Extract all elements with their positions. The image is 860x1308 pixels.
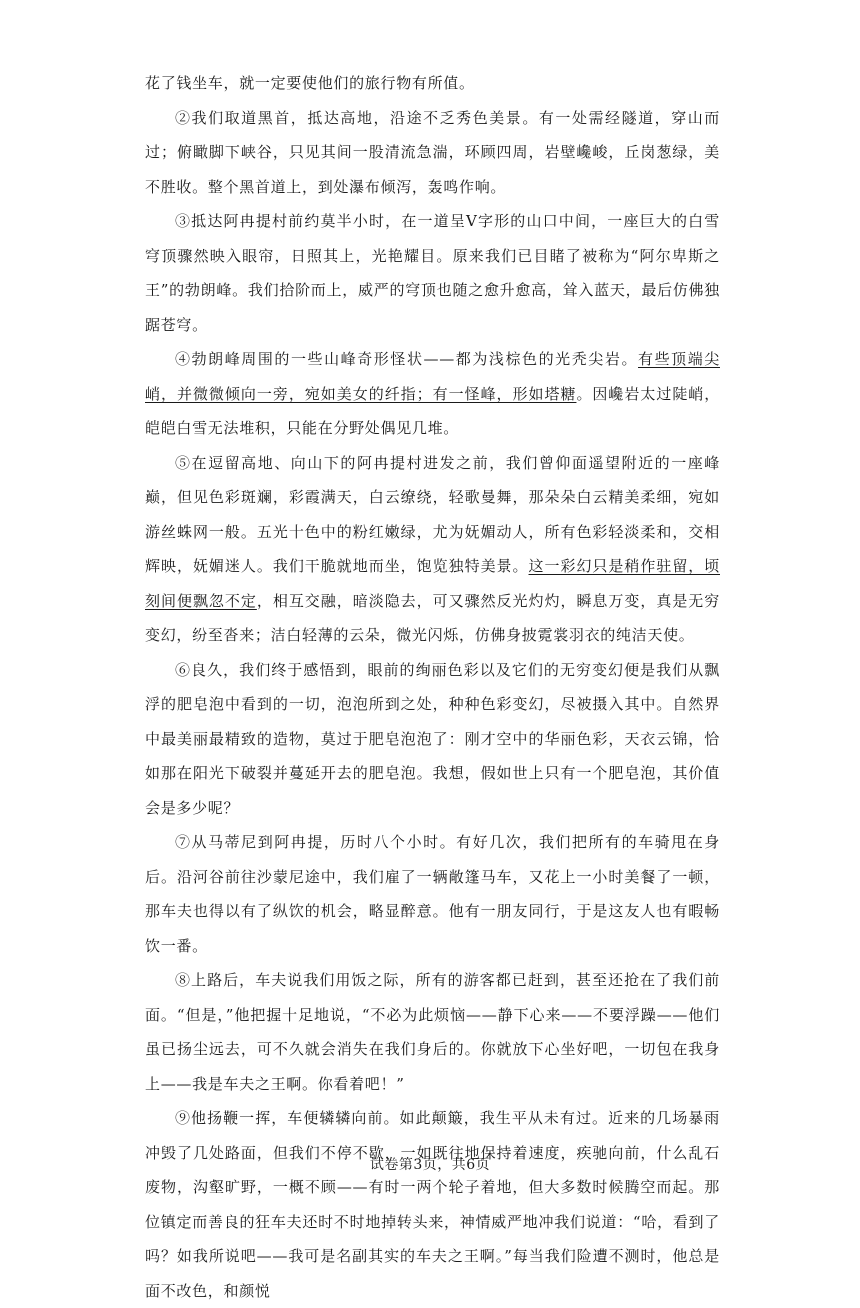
paragraph-p2 [145, 101, 720, 205]
paragraph-p5 [145, 446, 720, 653]
text-segment: ⑦从马蒂尼到阿冉提，历时八个小时。有好几次，我们把所有的车骑甩在身后。沿河谷前往沙蒙尼途中，我们雇了一辆敞篷马车，又花上一小时美餐了一顿，那车夫也得以有了纵饮的机会，略显醉意。他有一朋友同行，于是这友人也有暇畅饮一番。 [145, 833, 720, 955]
text-segment: ⑤在逗留高地、向山下的阿冉提村进发之前，我们曾仰面遥望附近的一座峰巅，但见色彩斑斓，彩霞满天，白云缭绕，轻歌曼舞，那朵朵白云精美柔细，宛如游丝蛛网一般。五光十色中的粉红嫩绿，尤为妩媚动人，所有色彩轻淡柔和，交相辉映，妩媚迷人。我们干脆就地而坐，饱览独特美景。 [145, 453, 720, 575]
paragraph-p0 [145, 66, 720, 101]
text-segment: 花了钱坐车，就一定要使他们的旅行物有所值。 [145, 74, 475, 92]
paragraph-p3 [145, 204, 720, 342]
text-segment: ，相互交融，暗淡隐去，可又骤然反光灼灼，瞬息万变，真是无穷变幻，纷至沓来；洁白轻薄的云朵，微光闪烁，仿佛身披霓裳羽衣的纯洁天使。 [145, 591, 720, 644]
paragraph-p9 [145, 1101, 720, 1308]
text-segment: ⑨他扬鞭一挥，车便辚辚向前。如此颠簸，我生平从未有过。近来的几场暴雨冲毁了几处路面，但我们不停不歇，一如既往地保持着速度，疾驰向前，什么乱石废物，沟壑旷野，一概不顾——有时一两个轮子着地，但大多数时候腾空而起。那位镇定而善良的狂车夫还时不时地掉转头来，神情威严地冲我们说道：“哈，看到了吗？如我所说吧——我可是名副其实的车夫之王啊。”每当我们险遭不测时，他总是面不改色，和颜悦 [145, 1109, 720, 1300]
text-segment: 。因巉岩太过陡峭，皑皑白雪无法堆积，只能在分野处偶见几堆。 [145, 384, 720, 437]
text-segment: ④勃朗峰周围的一些山峰奇形怪状——都为浅棕色的光秃尖岩。 [175, 350, 639, 368]
article-body [145, 66, 720, 1308]
text-segment: ③抵达阿冉提村前约莫半小时，在一道呈Ⅴ字形的山口中间，一座巨大的白雪穹顶骤然映入眼帘，日照其上，光艳耀目。原来我们已目睹了被称为“阿尔卑斯之王”的勃朗峰。我们拾阶而上，威严的穹顶也随之愈升愈高，耸入蓝天，最后仿佛独踞苍穹。 [145, 212, 720, 334]
text-segment: ②我们取道黑首，抵达高地，沿途不乏秀色美景。有一处需经隧道，穿山而过；俯瞰脚下峡谷，只见其间一股清流急湍，环顾四周，岩壁巉峻，丘岗葱绿，美不胜收。整个黑首道上，到处瀑布倾泻，轰鸣作响。 [145, 108, 720, 196]
text-segment: ⑥良久，我们终于感悟到，眼前的绚丽色彩以及它们的无穷变幻便是我们从飘浮的肥皂泡中看到的一切，泡泡所到之处，种种色彩变幻，尽被摄入其中。自然界中最美丽最精致的造物，莫过于肥皂泡泡了：刚才空中的华丽色彩，天衣云锦，恰如那在阳光下破裂并蔓延开去的肥皂泡。我想，假如世上只有一个肥皂泡，其价值会是多少呢？ [145, 660, 720, 817]
text-segment: ⑧上路后，车夫说我们用饭之际，所有的游客都已赶到，甚至还抢在了我们前面。“但是，”他把握十足地说，“不必为此烦恼——静下心来——不要浮躁——他们虽已扬尘远去，可不久就会消失在我们身后的。你就放下心坐好吧，一切包在我身上——我是车夫之王啊。你看着吧！” [145, 971, 720, 1093]
underlined-sentence: 这一彩幻只是稍作驻留，顷刻间便飘忽不定 [145, 557, 720, 610]
underlined-sentence: 有些顶端尖峭，并微微倾向一旁，宛如美女的纤指；有一怪峰，形如塔糖 [145, 350, 720, 403]
page-footer: 试卷第3页，共6页 [369, 1157, 491, 1173]
paragraph-p8 [145, 963, 720, 1101]
paragraph-p7 [145, 825, 720, 963]
paragraph-p4 [145, 342, 720, 446]
paragraph-p6 [145, 653, 720, 826]
